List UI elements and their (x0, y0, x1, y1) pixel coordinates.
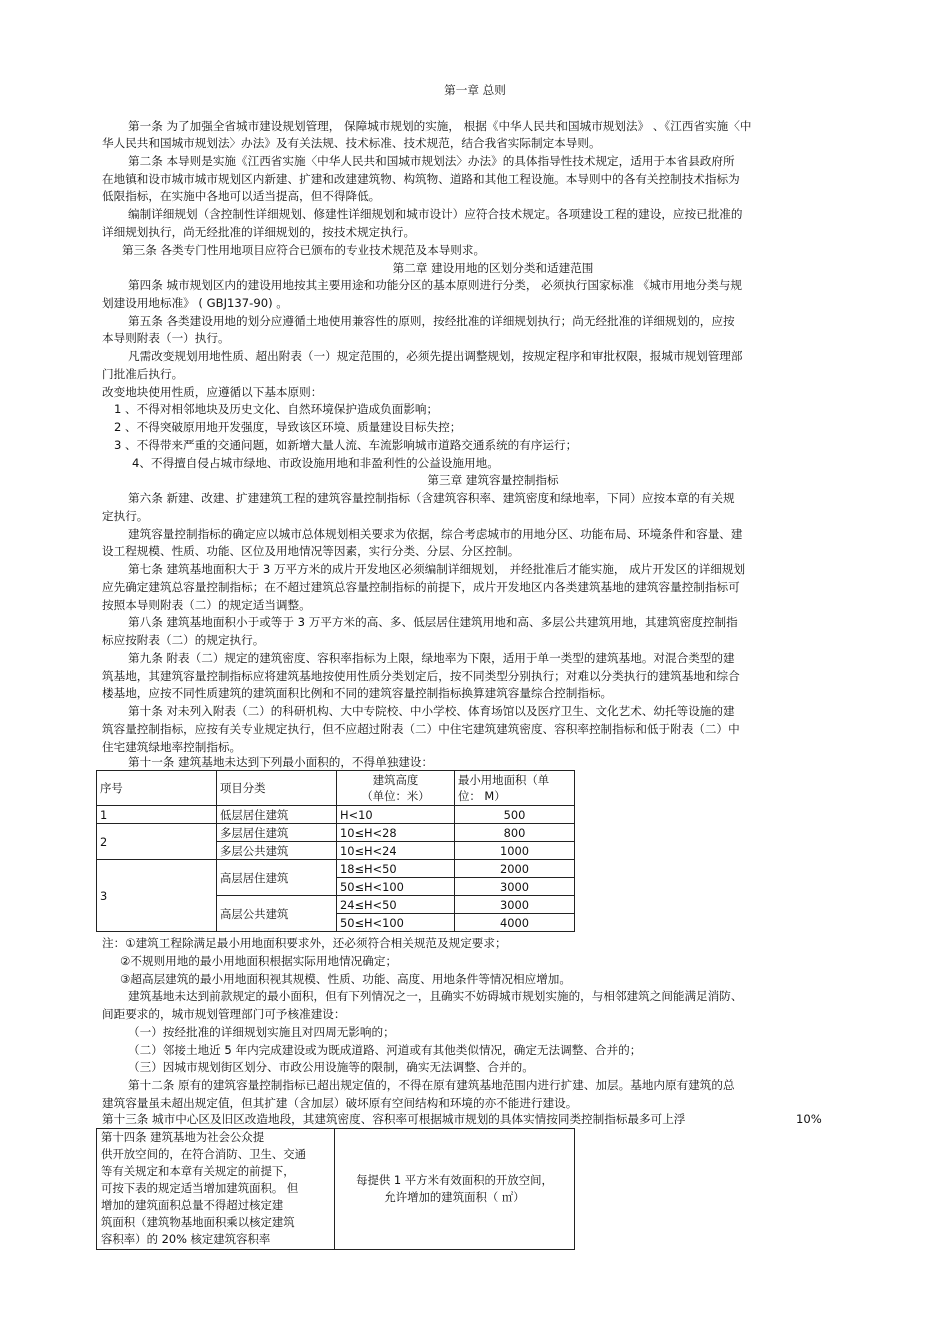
open-space-bonus-table (96, 1128, 575, 1250)
article14-line3: 等有关规定和本章有关规定的前提下， (101, 1164, 295, 1178)
bonus-rule-cell (335, 1129, 575, 1250)
article9-line3: 楼基地，应按不同性质建筑的建筑面积比例和不同的建筑容量控制指标换算建筑容量综合控制指标。 (102, 686, 613, 700)
article4-line2: 划建设用地标准》 ( GBJ137-90) 。 (102, 296, 288, 310)
article13-line1: 第十三条 城市中心区及旧区改造地段，其建筑密度、容积率可根据城市规划的具体实情按同类控制指标最多可上浮 (102, 1112, 686, 1126)
article13-percent: 10% (796, 1112, 822, 1126)
header-height-line1: 建筑高度 (372, 773, 419, 787)
article1-line2: 华人民共和国城市规划法〉办法》及有关法规、技术标准、技术规范，结合我省实际制定本导则。 (102, 136, 601, 150)
exception-item-2: （二）邻接土地近 5 年内完成建设或为既成道路、河道或有其他类似情况，确定无法调整、合并的； (128, 1043, 642, 1057)
row1-no: 1 (97, 806, 217, 824)
article14-line4: 可按下表的规定适当增加建筑面积。 但 (101, 1181, 299, 1195)
article10-line1: 第十条 对未列入附表（二）的科研机构、大中专院校、中小学校、体育场馆以及医疗卫生、文化艺术、幼托等设施的建 (128, 704, 735, 718)
article10-line2: 筑容量控制指标，应按有关专业规定执行，但不应超过附表（二）中住宅建筑建筑密度、容积率控制指标和低于附表（二）中 (102, 722, 740, 736)
header-height-line2: （单位：米） (361, 789, 430, 803)
row2-no: 2 (97, 824, 217, 860)
article1-line1: 第一条 为了加强全省城市建设规划管理， 保障城市规划的实施， 根据《中华人民共和国城市规划法》 、《江西省实施〈中 (128, 119, 752, 133)
article6-line1: 第六条 新建、改建、扩建建筑工程的建筑容量控制指标（含建筑容积率、建筑密度和绿地率，下同）应按本章的有关规 (128, 491, 735, 505)
row1-category: 低层居住建筑 (217, 806, 337, 824)
article14-line7: 容积率）的 20% 核定建筑容积率 (101, 1232, 271, 1246)
header-min-area-line2: 位： M） (458, 789, 506, 803)
exception-line1: 建筑基地未达到前款规定的最小面积，但有下列情况之一，且确实不妨碍城市规划实施的，与相邻建筑之间能满足消防、 (128, 989, 743, 1003)
principle-1: 1 、不得对相邻地块及历史文化、自然环境保护造成负面影响； (114, 402, 439, 416)
exception-line2: 间距要求的，城市规划管理部门可予核准建设： (102, 1007, 346, 1021)
row3-area: 1000 (455, 842, 575, 860)
header-min-area (455, 771, 575, 806)
article9-line1: 第九条 附表（二）规定的建筑密度、容积率指标为上限，绿地率为下限，适用于单一类型的建筑基地。对混合类型的建 (128, 651, 735, 665)
row6-category: 高层公共建筑 (217, 896, 337, 932)
article4-line1: 第四条 城市规划区内的建设用地按其主要用途和功能分区的基本原则进行分类， 必须执行国家标准 《城市用地分类与规 (128, 278, 742, 292)
article14-line2: 供开放空间的，在符合消防、卫生、交通 (101, 1147, 307, 1161)
row7-area: 4000 (455, 914, 575, 932)
article10-line3: 住宅建筑绿地率控制指标。 (102, 740, 242, 754)
min-area-table (96, 770, 575, 932)
chapter3-title: 第三章 建筑容量控制指标 (427, 473, 559, 487)
row4-height: 18≤H<50 (337, 860, 455, 878)
header-min-area-line1: 最小用地面积（单 (458, 773, 550, 787)
row4-no: 3 (97, 860, 217, 932)
article14-line5: 增加的建筑面积总量不得超过核定建 (101, 1198, 284, 1212)
header-no: 序号 (97, 771, 217, 806)
row4-area: 2000 (455, 860, 575, 878)
row6-height: 24≤H<50 (337, 896, 455, 914)
article5-line1: 第五条 各类建设用地的划分应遵循土地使用兼容性的原则，按经批准的详细规划执行；尚无经批准的详细规划的，应按 (128, 314, 735, 328)
principle-4: 4、不得擅自侵占城市绿地、市政设施用地和非盈利性的公益设施用地。 (132, 456, 499, 470)
table-row (97, 824, 575, 842)
article2-line3: 低限指标，在实施中各地可以适当提高，但不得降低。 (102, 189, 381, 203)
chapter2-title: 第二章 建设用地的区划分类和适建范围 (392, 261, 594, 275)
article7-line1: 第七条 建筑基地面积大于 3 万平方米的成片开发地区必须编制详细规划， 并经批准后才能实施， 成片开发区的详细规划 (128, 562, 746, 576)
article9-line2: 筑基地，其建筑容量控制指标应将建筑基地按使用性质分类划定后，按不同类型分别执行；对难以分类执行的建筑基地和综合 (102, 669, 740, 683)
principle-2: 2 、不得突破原用地开发强度，导致该区环境、质量建设目标失控； (114, 420, 462, 434)
table-row (97, 806, 575, 824)
header-height (337, 771, 455, 806)
row2-height: 10≤H<28 (337, 824, 455, 842)
note-3: ③超高层建筑的最小用地面积视其规模、性质、功能、高度、用地条件等情况相应增加。 (120, 972, 571, 986)
article2-line1: 第二条 本导则是实施《江西省实施〈中华人民共和国城市规划法〉办法》的具体指导性技术规定，适用于本省县政府所 (128, 154, 735, 168)
row7-height: 50≤H<100 (337, 914, 455, 932)
article5-line2: 本导则附表（一）执行。 (102, 331, 230, 345)
table-header-row (97, 771, 575, 806)
row5-area: 3000 (455, 878, 575, 896)
article6-line2: 定执行。 (102, 509, 149, 523)
bonus-rule-line2: 允许增加的建筑面积（ ㎡） (384, 1190, 525, 1204)
article7-line3: 按照本导则附表（二）的规定适当调整。 (102, 598, 311, 612)
exception-item-3: （三）因城市规划街区划分、市政公用设施等的限制，确实无法调整、合并的。 (128, 1060, 534, 1074)
article7-line2: 应先确定建筑总容量控制指标；在不超过建筑总容量控制指标的前提下，成片开发地区内各类建筑基地的建筑容量控制指标可 (102, 580, 740, 594)
article5-line3: 凡需改变规划用地性质、超出附表（一）规定范围的，必须先提出调整规划，按规定程序和审批权限，报城市规划管理部 (128, 349, 743, 363)
chapter1-title: 第一章 总则 (444, 83, 506, 97)
article2-line5: 详细规划执行，尚无经批准的详细规划的，按技术规定执行。 (102, 225, 416, 239)
article6-line4: 设工程规模、性质、功能、区位及用地情况等因素，实行分类、分层、分区控制。 (102, 544, 520, 558)
principles-intro: 改变地块使用性质，应遵循以下基本原则： (102, 385, 323, 399)
row2-category: 多层居住建筑 (217, 824, 337, 842)
row1-area: 500 (455, 806, 575, 824)
article8-line2: 标应按附表（二）的规定执行。 (102, 633, 265, 647)
article14-cell (97, 1129, 335, 1250)
article14-line1: 第十四条 建筑基地为社会公众提 (101, 1130, 265, 1144)
article8-line1: 第八条 建筑基地面积小于或等于 3 万平方米的高、多、低层居住建筑用地和高、多层公共建筑用地，其建筑密度控制指 (128, 615, 738, 629)
row2-area: 800 (455, 824, 575, 842)
row4-category: 高层居住建筑 (217, 860, 337, 896)
article2-line4: 编制详细规划（含控制性详细规划、修建性详细规划和城市设计）应符合技术规定。各项建设工程的建设，应按已批准的 (128, 207, 743, 221)
exception-item-1: （一）按经批准的详细规划实施且对四周无影响的； (128, 1025, 395, 1039)
article12-line2: 建筑容量虽未超出规定值，但其扩建（含加层）破坏原有空间结构和环境的亦不能进行建设。 (102, 1096, 578, 1110)
article12-line1: 第十二条 原有的建筑容量控制指标已超出规定值的，不得在原有建筑基地范围内进行扩建、加层。基地内原有建筑的总 (128, 1078, 735, 1092)
article3-line1: 第三条 各类专门性用地项目应符合已颁布的专业技术规范及本导则求。 (122, 243, 486, 257)
note-1: 注：①建筑工程除满足最小用地面积要求外，还必须符合相关规范及规定要求； (102, 936, 507, 950)
row3-height: 10≤H<24 (337, 842, 455, 860)
row1-height: H<10 (337, 806, 455, 824)
article6-line3: 建筑容量控制指标的确定应以城市总体规划相关要求为依据，综合考虑城市的用地分区、功能布局、环境条件和容量、建 (128, 527, 743, 541)
article5-line4: 门批准后执行。 (102, 367, 184, 381)
note-2: ②不规则用地的最小用地面积根据实际用地情况确定； (120, 954, 398, 968)
table-row (97, 1129, 575, 1250)
table-row (97, 860, 575, 878)
article11-line1: 第十一条 建筑基地未达到下列最小面积的，不得单独建设： (128, 755, 434, 769)
row3-category: 多层公共建筑 (217, 842, 337, 860)
bonus-rule-line1: 每提供 1 平方米有效面积的开放空间， (356, 1173, 553, 1187)
header-category: 项目分类 (217, 771, 337, 806)
principle-3: 3 、不得带来严重的交通问题，如新增大量人流、车流影响城市道路交通系统的有序运行； (114, 438, 578, 452)
article2-line2: 在地镇和设市城市城市规划区内新建、扩建和改建建筑物、构筑物、道路和其他工程设施。本导则中的各有关控制技术指标为 (102, 172, 740, 186)
row6-area: 3000 (455, 896, 575, 914)
article14-line6: 筑面积（建筑物基地面积乘以核定建筑 (101, 1215, 295, 1229)
row5-height: 50≤H<100 (337, 878, 455, 896)
